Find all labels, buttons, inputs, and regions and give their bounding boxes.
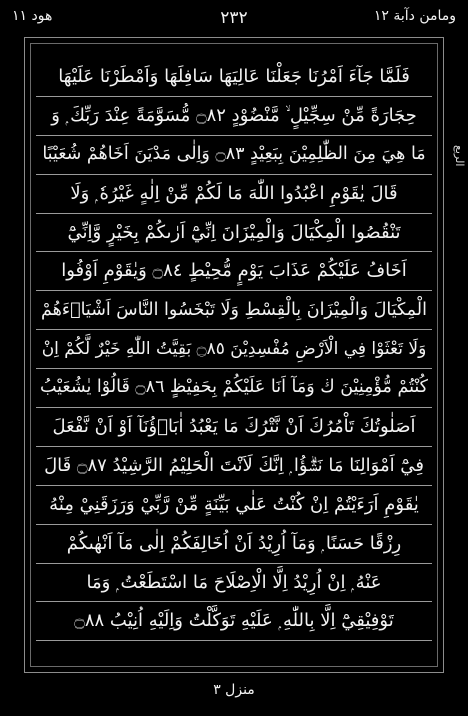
text-line-content: رِزْقًا حَسَنًا ۭ وَمَآ اُرِيْدُ اَنْ اُخَالِفَكُمْ اِلٰى مَآ اَنْهٰىكُمْ	[66, 532, 402, 554]
juz-name-label: ومامن دآبة ١٢	[373, 8, 456, 24]
manzil-label: منزل ٣	[213, 682, 255, 698]
page-number: ٢٣٢	[220, 8, 248, 28]
text-line-content: يٰقَوْمِ اَرَءَيْتُمْ اِنْ كُنْتُ عَلٰي بَيِّنَةٍ مِّنْ رَّبِّيْ وَرَزَقَنِيْ مِنْهُ	[49, 493, 419, 515]
surah-name-label: هود ١١	[12, 8, 53, 24]
verse-text-block	[36, 58, 432, 641]
text-line	[36, 97, 432, 136]
text-line	[36, 564, 432, 603]
text-line	[36, 214, 432, 253]
text-line	[36, 175, 432, 214]
text-line-content: عَنْهُ ۭ اِنْ اُرِيْدُ اِلَّا الْاِصْلَاحَ مَا اسْتَطَعْتُ ۭ وَمَا	[86, 571, 382, 593]
text-line-content: اَخَافُ عَلَيْكُمْ عَذَابَ يَوْمٍ مُّحِيْطٍ ۝٨٤ وَيٰقَوْمِ اَوْفُوا	[61, 260, 407, 282]
text-line	[36, 486, 432, 525]
text-line	[36, 369, 432, 408]
text-line	[36, 252, 432, 291]
page-header	[0, 4, 468, 34]
text-line-content: حِجَارَةً مِّنْ سِجِّيْلٍ ۙ مَّنْضُوْدٍ ۝٨٢ مُّسَوَّمَةً عِنْدَ رَبِّكَ ۭ وَ	[51, 104, 417, 126]
text-line-content: تَنْقُصُوا الْمِكْيَالَ وَالْمِيْزَانَ اِنِّيْٓ اَرٰىكُمْ بِخَيْرٍ وَّاِنِّيْٓ	[67, 221, 401, 243]
text-line-content: كُنْتُمْ مُّؤْمِنِيْنَ ڬ وَمَآ اَنَا عَلَيْكُمْ بِحَفِيْظٍ ۝٨٦ قَالُوْا يٰشُعَيْبُ	[39, 377, 429, 398]
text-line-content: الْمِكْيَالَ وَالْمِيْزَانَ بِالْقِسْطِ وَلَا تَبْخَسُوا النَّاسَ اَشْيَاۗءَهُمْ	[40, 299, 427, 320]
text-line	[36, 447, 432, 486]
text-line	[36, 408, 432, 447]
text-line	[36, 291, 432, 330]
text-line-content: فِيْٓ اَمْوَالِنَا مَا نَشٰۗؤُا ۭ اِنَّكَ لَاَنْتَ الْحَلِيْمُ الرَّشِيْدُ ۝٨٧ قَالَ	[44, 454, 424, 476]
ruku-marker: الربع	[453, 145, 466, 167]
text-line	[36, 602, 432, 641]
text-line	[36, 136, 432, 175]
text-line-content: تَوْفِيْقِيْٓ اِلَّا بِاللّٰهِ ۭ عَلَيْهِ تَوَكَّلْتُ وَاِلَيْهِ اُنِيْبُ ۝٨٨	[74, 610, 394, 632]
text-line	[36, 58, 432, 97]
text-line-content: فَلَمَّا جَآءَ اَمْرُنَا جَعَلْنَا عَالِيَهَا سَافِلَهَا وَاَمْطَرْنَا عَلَيْهَا	[58, 65, 410, 87]
text-line-content: قَالَ يٰقَوْمِ اعْبُدُوا اللّٰهَ مَا لَكُمْ مِّنْ اِلٰهٍ غَيْرُهٗ ۭ وَلَا	[70, 182, 398, 204]
text-line-content: مَا هِيَ مِنَ الظّٰلِمِيْنَ بِبَعِيْدٍ ۝٨٣ وَاِلٰى مَدْيَنَ اَخَاهُمْ شُعَيْبًا	[42, 143, 426, 164]
text-line	[36, 330, 432, 369]
text-line-content: اَصَلٰوتُكَ تَاْمُرُكَ اَنْ نَّتْرُكَ مَا يَعْبُدُ اٰبَاۗؤُنَآ اَوْ اَنْ نَّفْعَلَ	[52, 415, 416, 437]
text-line-content: وَلَا تَعْثَوْا فِي الْاَرْضِ مُفْسِدِيْنَ ۝٨٥ بَقِيَّتُ اللّٰهِ خَيْرٌ لَّكُمْ اِنْ	[41, 338, 427, 359]
text-line	[36, 525, 432, 564]
